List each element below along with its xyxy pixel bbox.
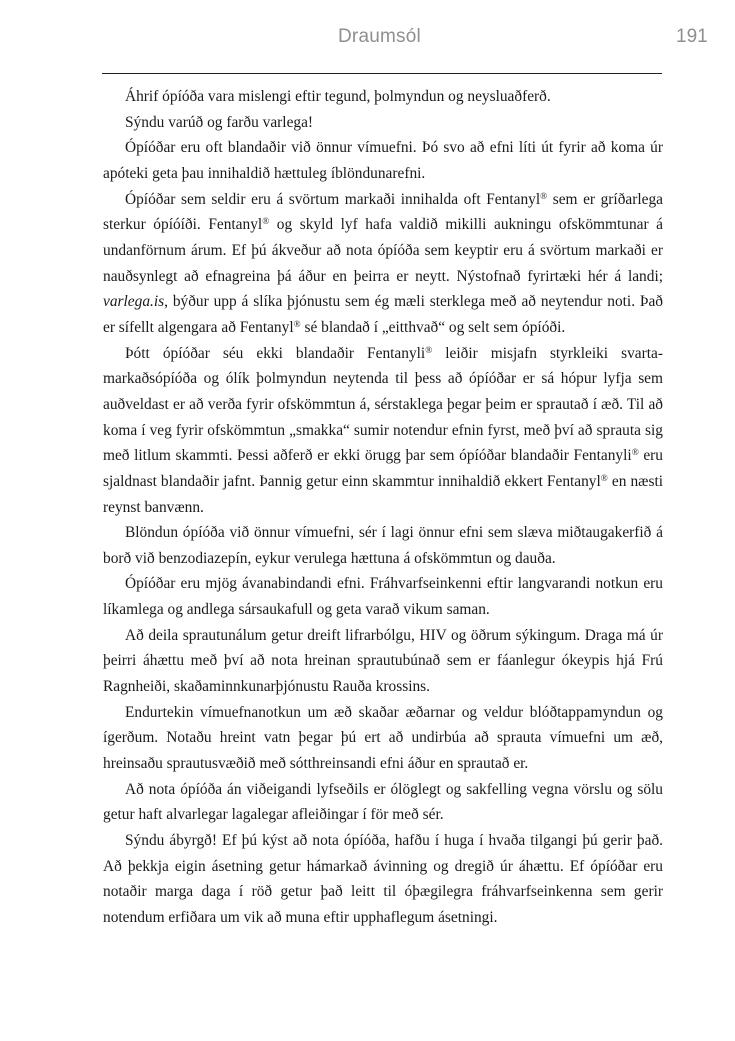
paragraph-2: Sýndu varúð og farðu varlega!	[125, 113, 314, 131]
registered-mark: ®	[262, 216, 270, 227]
paragraph-3: Ópíóðar eru oft blandaðir við önnur vímuefni. Þó svo að efni líti út fyrir að koma úr apóteki geta þau innihaldið hættuleg íblöndunarefni.	[103, 139, 663, 182]
registered-mark: ®	[425, 344, 433, 355]
paragraph-5-text: Þótt ópíóðar séu ekki blandaðir Fentanyli	[125, 344, 426, 362]
paragraph-8: Að deila sprautunálum getur dreift lifrarbólgu, HIV og öðrum sýkingum. Draga má úr þeirri áhættu með því að nota hreinan sprautubúnað sem er fáanlegur ókeypis hjá Frú Ragnheiði, skaðaminnkunarþjónustu Rauða krossins.	[103, 626, 663, 696]
paragraph-5-text: leiðir misjafn styrkleiki svartamarkaðsópíóða og ólík þolmyndun neytenda til þess að ópíóðar er sá hópur lyfja sem auðveldast er að verða fyrir ofskömmtun á, sérstaklega þegar þeim er sprautað í æð. Til að koma í veg fyrir ofskömmtun „smakka“ sumir notendur efnin fyrst, með því að sprauta sig með litlum skammti. Þessi aðferð er ekki örugg þar sem ópíóðar blandaðir Fentanyli	[103, 344, 663, 465]
header-rule	[102, 73, 662, 74]
paragraph-4-text: og skyld lyf hafa valdið mikilli aukningu ofskömmtunar á undanförnum árum. Ef þú ákveður að nota ópíóða sem keyptir eru á svörtum markaði er nauðsynlegt að efnagreina þá áður en þeirra er neytt. Nýstofnað fyrirtæki hér á landi;	[103, 216, 664, 285]
paragraph-5	[103, 341, 663, 521]
paragraph-6: Blöndun ópíóða við önnur vímuefni, sér í lagi önnur efni sem slæva miðtaugakerfið á borð við benzodiazepín, eykur verulega hættuna á ofskömmtun og dauða.	[103, 524, 663, 567]
running-header	[0, 24, 735, 54]
registered-mark: ®	[293, 318, 301, 329]
page-number: 191	[676, 26, 708, 47]
paragraph-9: Endurtekin vímuefnanotkun um æð skaðar æðarnar og veldur blóðtappamyndun og ígerðum. Notaðu hreint vatn þegar þú ert að undirbúa að sprauta vímuefni um æð, hreinsaðu sprautusvæðið með sótthreinsandi efni áður en sprautað er.	[103, 703, 663, 773]
paragraph-4-text: sé blandað í „eitthvað“ og selt sem ópíóði.	[300, 318, 566, 336]
registered-mark: ®	[540, 190, 548, 201]
paragraph-4	[103, 187, 663, 341]
running-title: Draumsól	[338, 26, 421, 47]
registered-mark: ®	[600, 472, 608, 483]
paragraph-1: Áhrif ópíóða vara mislengi eftir tegund, þolmyndun og neysluaðferð.	[125, 88, 551, 105]
paragraph-4-text: Ópíóðar sem seldir eru á svörtum markaði innihalda oft Fentanyl	[125, 190, 541, 208]
body-text	[103, 84, 663, 931]
varlega-link-text: varlega.is	[103, 293, 165, 311]
paragraph-4-text: , býður upp á slíka þjónustu sem ég mæli sterklega með að neytendur noti. Það er sífellt algengara að Fentanyl	[103, 293, 663, 336]
paragraph-11: Sýndu ábyrgð! Ef þú kýst að nota ópíóða, hafðu í huga í hvaða tilgangi þú gerir það. Að þekkja eigin ásetning getur hámarkað ávinning og dregið úr áhættu. Ef ópíóðar eru notaðir marga daga í röð getur það leitt til óþægilegra fráhvarfseinkenna sem gerir notendum erfiðara um vik að muna eftir upphaflegum ásetningi.	[103, 832, 663, 926]
paragraph-5-text: eru sjaldnast blandaðir jafnt. Þannig getur einn skammtur innihaldið ekkert Fentanyl	[103, 447, 663, 490]
paragraph-7: Ópíóðar eru mjög ávanabindandi efni. Fráhvarfseinkenni eftir langvarandi notkun eru líkamlega og andlega sársaukafull og geta varað vikum saman.	[103, 575, 663, 619]
registered-mark: ®	[631, 447, 639, 458]
paragraph-4-text: sem er gríðarlega sterkur ópíóíði. Fentanyl	[103, 190, 663, 234]
paragraph-10: Að nota ópíóða án viðeigandi lyfseðils er ólöglegt og sakfelling vegna vörslu og sölu getur haft alvarlegar lagalegar afleiðingar í för með sér.	[103, 780, 663, 824]
paragraph-5-text: en næsti reynst banvænn.	[103, 472, 663, 516]
